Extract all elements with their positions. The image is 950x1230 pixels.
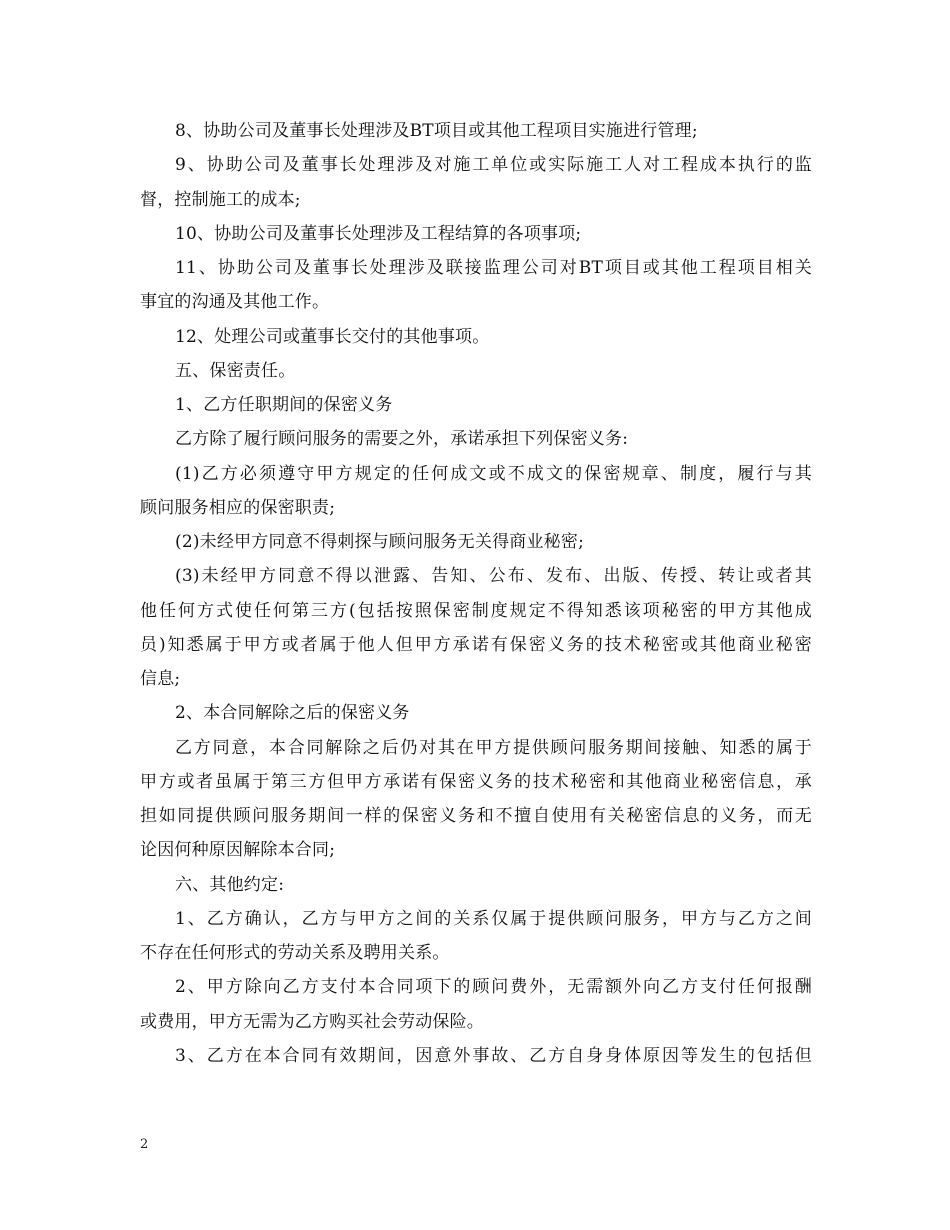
paragraph-line: 信息; (140, 669, 181, 689)
section-heading: 六、其他约定: (175, 874, 285, 895)
paragraph-line: 担如同提供顾问服务期间一样的保密义务和不擅自使用有关秘密信息的义务，而无 (140, 806, 812, 826)
paragraph-line: 9、协助公司及董事长处理涉及对施工单位或实际施工人对工程成本执行的监 (175, 155, 812, 176)
paragraph-line: 乙方除了履行顾问服务的需要之外，承诺承担下列保密义务: (175, 429, 629, 450)
paragraph-line: 10、协助公司及董事长处理涉及工程结算的各项事项; (175, 223, 582, 244)
paragraph-line: (2)未经甲方同意不得刺探与顾问服务无关得商业秘密; (175, 532, 585, 552)
paragraph-line: 顾问服务相应的保密职责; (140, 497, 336, 518)
paragraph-line: 8、协助公司及董事长处理涉及BT项目或其他工程项目实施进行管理; (175, 121, 698, 141)
paragraph-line: 事宜的沟通及其他工作。 (140, 292, 330, 313)
subsection-heading: 2、本合同解除之后的保密义务 (175, 703, 410, 724)
paragraph-line: 督，控制施工的成本; (140, 189, 301, 210)
paragraph-line: 3、乙方在本合同有效期间，因意外事故、乙方自身身体原因等发生的包括但 (175, 1045, 812, 1066)
paragraph-line: 员)知悉属于甲方或者属于他人但甲方承诺有保密义务的技术秘密或其他商业秘密 (140, 634, 812, 655)
paragraph-line: 甲方或者虽属于第三方但甲方承诺有保密义务的技术秘密和其他商业秘密信息，承 (140, 771, 812, 792)
paragraph-line: 他任何方式使任何第三方(包括按照保密制度规定不得知悉该项秘密的甲方其他成 (140, 600, 812, 621)
document-body (140, 114, 812, 1073)
paragraph-line: 或费用，甲方无需为乙方购买社会劳动保险。 (140, 1011, 484, 1032)
paragraph-line: 论因何种原因解除本合同; (140, 840, 336, 861)
paragraph-line: 乙方同意，本合同解除之后仍对其在甲方提供顾问服务期间接触、知悉的属于 (175, 737, 812, 758)
paragraph-line: 不存在任何形式的劳动关系及聘用关系。 (140, 943, 450, 963)
section-heading: 五、保密责任。 (175, 360, 296, 381)
paragraph-line: (3)未经甲方同意不得以泄露、告知、公布、发布、出版、传授、转让或者其 (175, 566, 812, 587)
subsection-heading: 1、乙方任职期间的保密义务 (175, 395, 393, 415)
paragraph-line: 11、协助公司及董事长处理涉及联接监理公司对BT项目或其他工程项目相关 (175, 258, 812, 278)
page-number: 2 (140, 1137, 149, 1152)
paragraph-line: 2、甲方除向乙方支付本合同项下的顾问费外，无需额外向乙方支付任何报酬 (175, 977, 812, 998)
paragraph-line: 1、乙方确认，乙方与甲方之间的关系仅属于提供顾问服务，甲方与乙方之间 (175, 908, 812, 929)
paragraph-line: (1)乙方必须遵守甲方规定的任何成文或不成文的保密规章、制度，履行与其 (175, 463, 812, 484)
paragraph-line: 12、处理公司或董事长交付的其他事项。 (175, 326, 490, 347)
